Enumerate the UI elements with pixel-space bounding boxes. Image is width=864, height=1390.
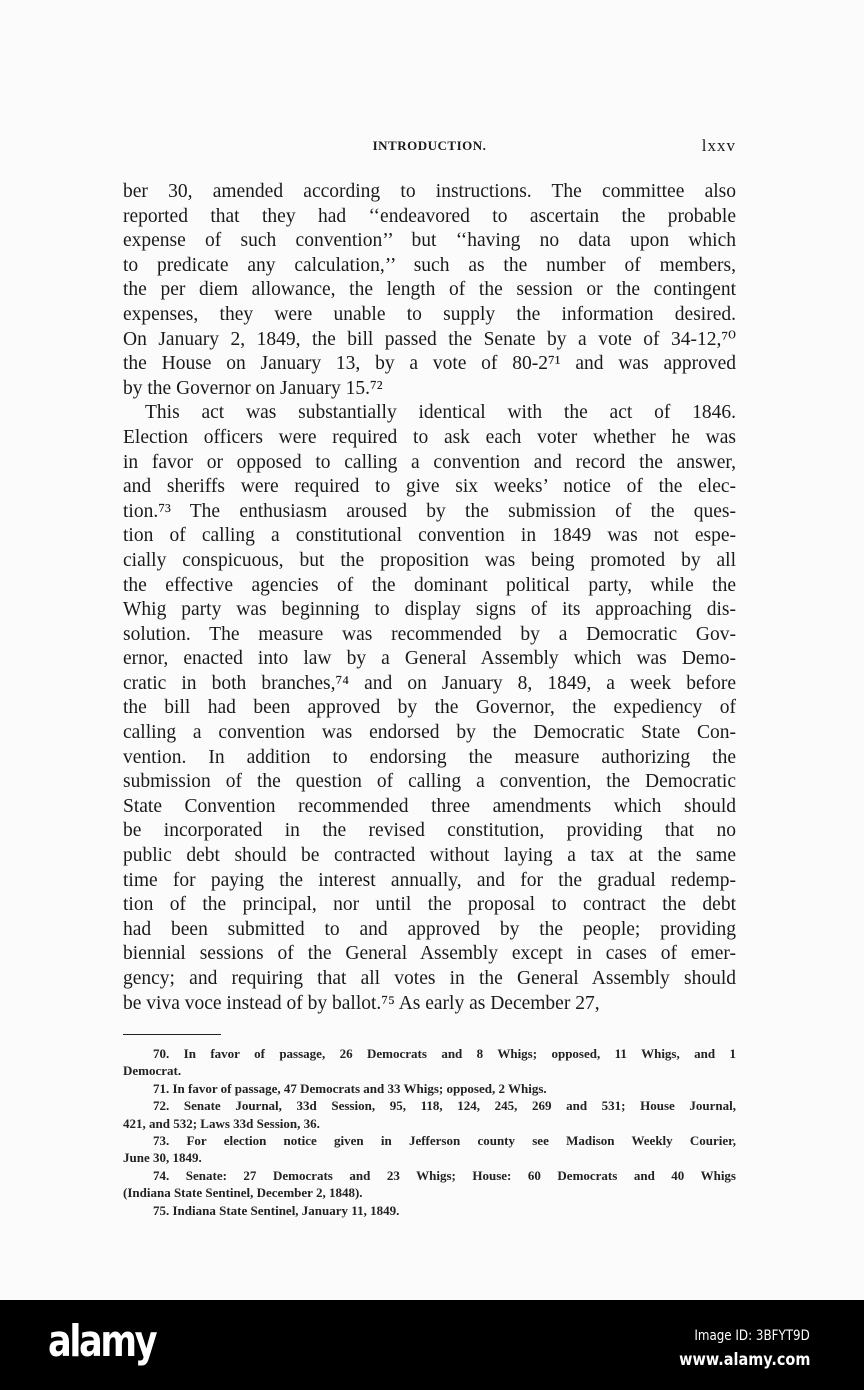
paragraph-line: On January 2, 1849, the bill passed the Senate by a vote of 34-12,⁷⁰ bbox=[123, 328, 736, 350]
footnote-line: 74. Senate: 27 Democrats and 23 Whigs; House: 60 Democrats and 40 Whigs bbox=[153, 1167, 736, 1183]
footnote-line: 72. Senate Journal, 33d Session, 95, 118, 124, 245, 269 and 531; House Journal, bbox=[153, 1098, 736, 1114]
paragraph-line: by the Governor on January 15.⁷² bbox=[123, 377, 383, 399]
footnote-line: 73. For election notice given in Jefferson county see Madison Weekly Courier, bbox=[153, 1132, 736, 1148]
running-head bbox=[123, 136, 736, 156]
paragraph-line: tion of the principal, nor until the proposal to contract the debt bbox=[123, 894, 736, 916]
footnote-line: 75. Indiana State Sentinel, January 11, 1849. bbox=[153, 1202, 400, 1218]
footnotes bbox=[123, 1045, 736, 1219]
paragraph-line: public debt should be contracted without laying a tax at the same bbox=[123, 845, 736, 867]
paragraph-line: be incorporated in the revised constitution, providing that no bbox=[123, 820, 736, 842]
image-id: Image ID: 3BFYT9D bbox=[694, 1328, 810, 1344]
paragraph-line: in favor or opposed to calling a convention and record the answer, bbox=[123, 451, 736, 473]
paragraph-line: biennial sessions of the General Assembly except in cases of emer- bbox=[123, 943, 736, 965]
paragraph-line: This act was substantially identical with the act of 1846. bbox=[145, 402, 736, 424]
paragraph-line: cially conspicuous, but the proposition was being promoted by all bbox=[123, 549, 736, 571]
paragraph-line: expenses, they were unable to supply the information desired. bbox=[123, 303, 736, 325]
paragraph-line: to predicate any calculation,’’ such as the number of members, bbox=[123, 254, 736, 276]
footnote-line: Democrat. bbox=[123, 1063, 182, 1079]
site-url: www.alamy.com bbox=[678, 1350, 810, 1370]
footnote-rule bbox=[123, 1034, 221, 1035]
footnote-line: June 30, 1849. bbox=[123, 1150, 202, 1166]
paragraph-line: the per diem allowance, the length of the session or the contingent bbox=[123, 279, 736, 301]
footnote-line: 70. In favor of passage, 26 Democrats and 8 Whigs; opposed, 11 Whigs, and 1 bbox=[153, 1046, 736, 1061]
paragraph-line: had been submitted to and approved by the people; providing bbox=[123, 918, 736, 940]
paragraph-line: reported that they had ‘‘endeavored to ascertain the probable bbox=[123, 205, 736, 227]
paragraph-line: vention. In addition to endorsing the measure authorizing the bbox=[123, 746, 736, 768]
paragraph-line: the bill had been approved by the Governor, the expediency of bbox=[123, 697, 736, 719]
footnote-line: 71. In favor of passage, 47 Democrats and 33 Whigs; opposed, 2 Whigs. bbox=[153, 1080, 547, 1096]
paragraph-line: the effective agencies of the dominant political party, while the bbox=[123, 574, 736, 596]
paragraph-line: be viva voce instead of by ballot.⁷⁵ As early as December 27, bbox=[123, 992, 600, 1014]
watermark-bar bbox=[0, 1300, 864, 1390]
chapter-title: INTRODUCTION. bbox=[372, 138, 487, 153]
paragraph-line: tion of calling a constitutional convention in 1849 was not espe- bbox=[123, 525, 736, 547]
page-number: lxxv bbox=[701, 136, 736, 155]
paragraph-line: Whig party was beginning to display signs of its approaching dis- bbox=[123, 599, 736, 621]
paragraph-line: time for paying the interest annually, and for the gradual redemp- bbox=[123, 869, 736, 891]
paragraph-line: Election officers were required to ask each voter whether he was bbox=[123, 426, 736, 448]
paragraph-line: gency; and requiring that all votes in the General Assembly should bbox=[123, 968, 736, 989]
paragraph-line: calling a convention was endorsed by the Democratic State Con- bbox=[123, 722, 736, 744]
paragraph-line: State Convention recommended three amendments which should bbox=[123, 795, 736, 817]
paragraph-line: the House on January 13, by a vote of 80-2⁷¹ and was approved bbox=[123, 353, 736, 375]
footnote-line: (Indiana State Sentinel, December 2, 1848). bbox=[123, 1185, 363, 1201]
paragraph-line: ernor, enacted into law by a General Assembly which was Demo- bbox=[123, 648, 736, 670]
paragraph-line: submission of the question of calling a convention, the Democratic bbox=[123, 771, 736, 793]
paragraph-line: tion.⁷³ The enthusiasm aroused by the submission of the ques- bbox=[123, 500, 736, 522]
paragraph-line: expense of such convention’’ but ‘‘having no data upon which bbox=[123, 230, 736, 252]
paragraph-line: solution. The measure was recommended by a Democratic Gov- bbox=[123, 623, 736, 645]
paragraph-line: cratic in both branches,⁷⁴ and on January 8, 1849, a week before bbox=[123, 672, 736, 694]
footnote-line: 421, and 532; Laws 33d Session, 36. bbox=[123, 1115, 320, 1131]
paragraph-line: and sheriffs were required to give six weeks’ notice of the elec- bbox=[123, 476, 736, 498]
paragraph-line: ber 30, amended according to instructions. The committee also bbox=[123, 181, 736, 202]
alamy-logo: alamy bbox=[48, 1316, 156, 1367]
body-text bbox=[123, 180, 736, 1016]
